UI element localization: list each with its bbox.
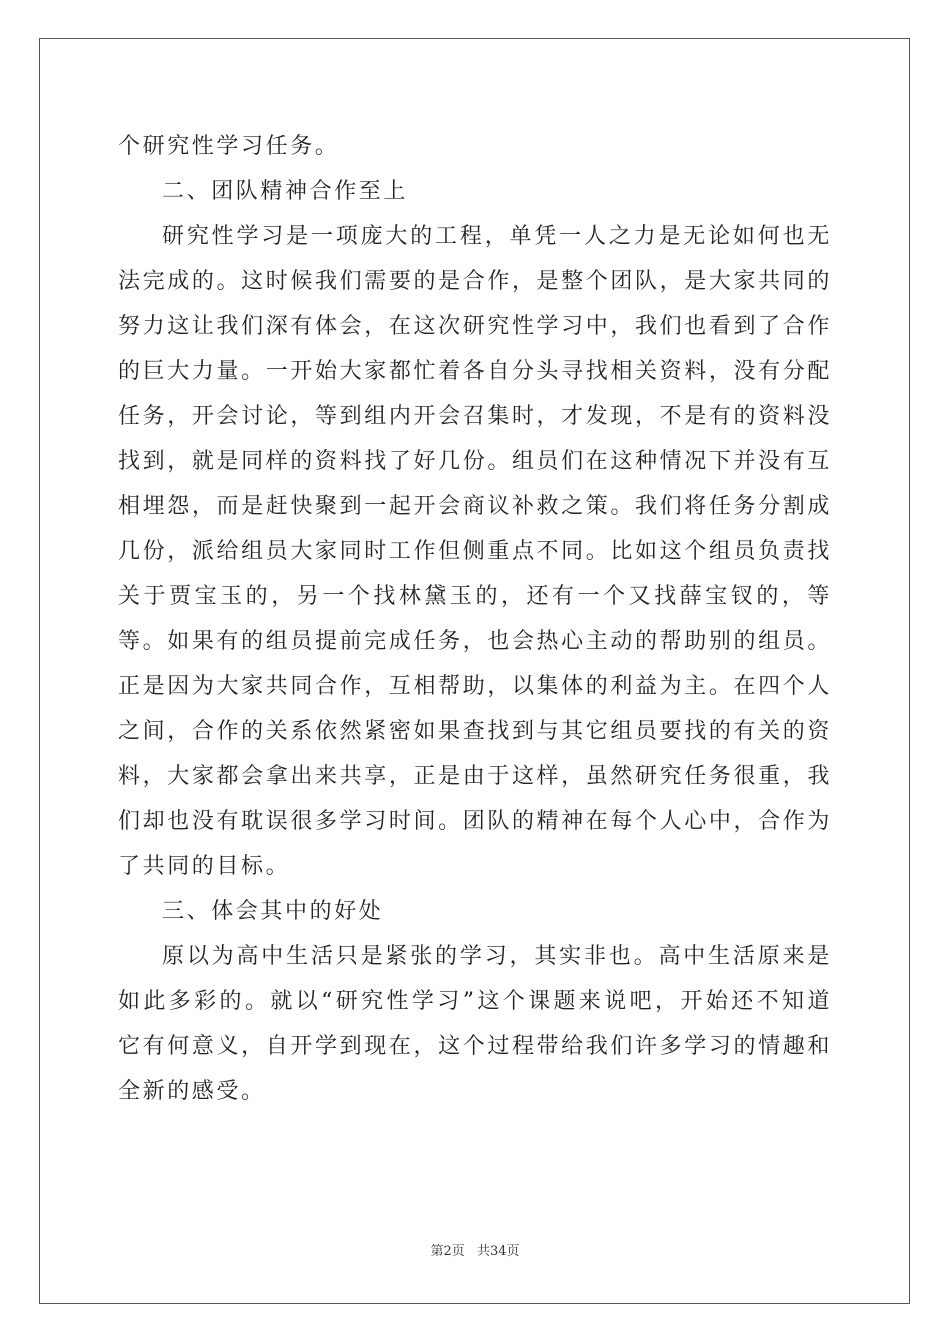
page-number: 第2页 [430,1244,465,1259]
section-heading-3: 三、体会其中的好处 [162,899,384,924]
paragraph-2: 研究性学习是一项庞大的工程，单凭一人之力是无论如何也无法完成的。这时候我们需要的是合作，是整个团队，是大家共同的努力这让我们深有体会，在这次研究性学习中，我们也看到了合作的巨大力量。一开始大家都忙着各自分头寻找相关资料，没有分配任务，开会讨论，等到组内开会召集时，才发现，不是有的资料没找到，就是同样的资料找了好几份。组员们在这种情况下并没有互相埋怨，而是赶快聚到一起开会商议补救之策。我们将任务分割成几份，派给组员大家同时工作但侧重点不同。比如这个组员负责找关于贾宝玉的，另一个找林黛玉的，还有一个又找薛宝钗的，等等。如果有的组员提前完成任务，也会热心主动的帮助别的组员。正是因为大家共同合作，互相帮助，以集体的利益为主。在四个人之间，合作的关系依然紧密如果查找到与其它组员要找的有关的资料，大家都会拿出来共享，正是由于这样，虽然研究任务很重，我们却也没有耽误很多学习时间。团队的精神在每个人心中，合作为了共同的目标。 [118,224,832,879]
continuation-text: 个研究性学习任务。 [118,134,340,159]
document-body [118,124,832,1114]
section-heading-2: 二、团队精神合作至上 [162,179,409,204]
paragraph-3: 原以为高中生活只是紧张的学习，其实非也。高中生活原来是如此多彩的。就以“研究性学习”这个课题来说吧，开始还不知道它有何意义，自开学到现在，这个过程带给我们许多学习的情趣和全新的感受。 [118,944,832,1104]
page-total: 共34页 [476,1244,520,1259]
page-footer [0,1240,950,1259]
